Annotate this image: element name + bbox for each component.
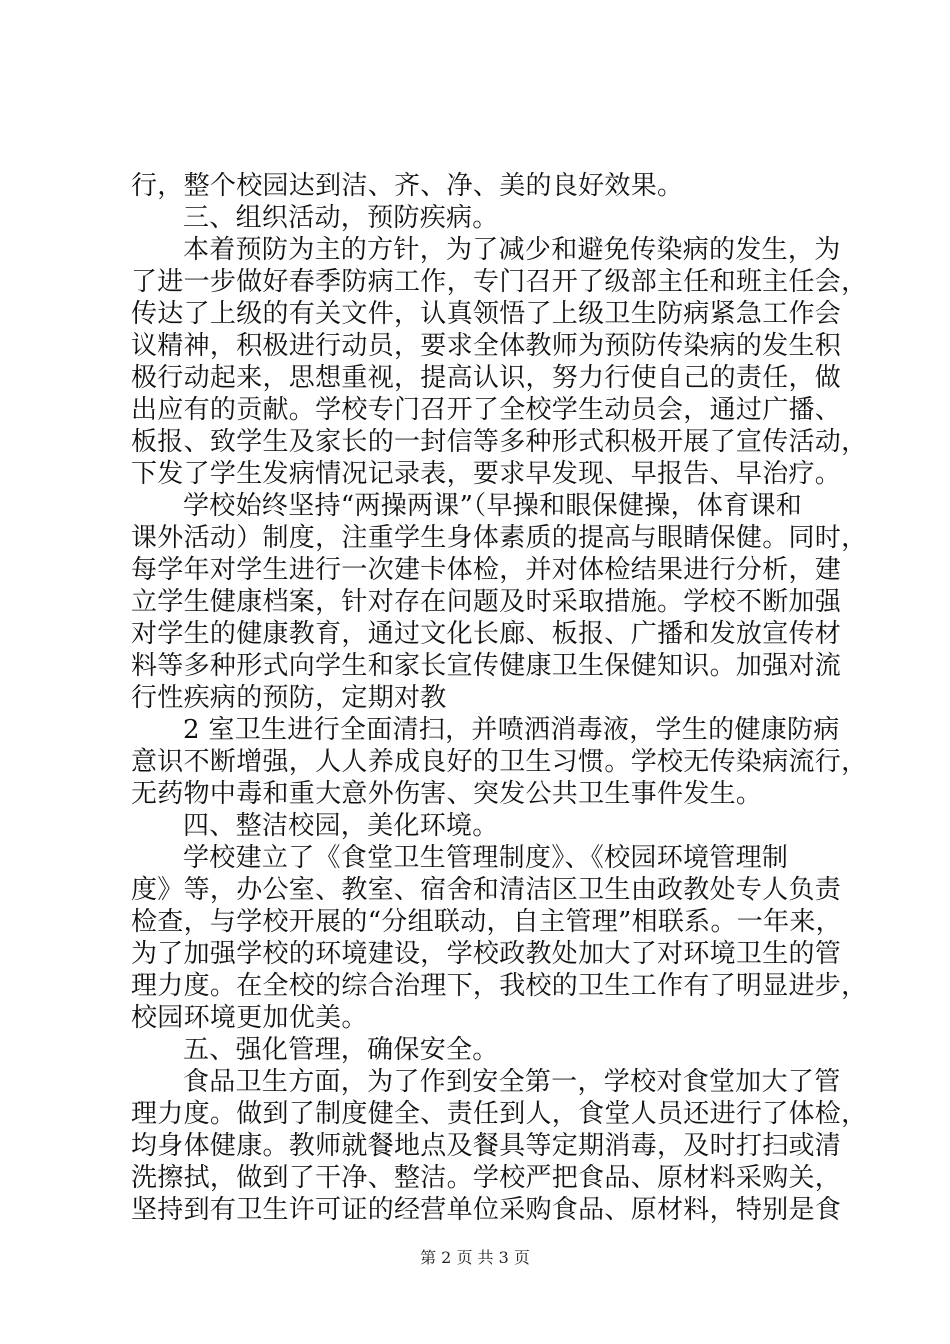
text-line: 为了加强学校的环境建设，学校政教处加大了对环境卫生的管 — [131, 939, 842, 969]
text-line: 行性疾病的预防，定期对教 — [131, 683, 447, 713]
text-line: 本着预防为主的方针，为了减少和避免传染病的发生，为 — [183, 235, 841, 265]
text-line: 课外活动）制度，注重学生身体素质的提高与眼睛保健。同时， — [131, 523, 868, 553]
text-line: 立学生健康档案，针对存在问题及时采取措施。学校不断加强 — [131, 587, 842, 617]
page-footer: 第 2 页 共 3 页 — [420, 1248, 530, 1267]
text-line: 校园环境更加优美。 — [131, 1003, 368, 1033]
text-line: 坚持到有卫生许可证的经营单位采购食品、原材料，特别是食 — [131, 1195, 842, 1225]
text-line: 学校建立了《食堂卫生管理制度》、《校园环境管理制 — [183, 843, 789, 873]
text-line: 2 室卫生进行全面清扫，并喷洒消毒液，学生的健康防病 — [183, 715, 840, 745]
text-line: 均身体健康。教师就餐地点及餐具等定期消毒，及时打扫或清 — [131, 1131, 842, 1161]
text-line: 理力度。在全校的综合治理下，我校的卫生工作有了明显进步， — [131, 971, 868, 1001]
document-body — [131, 170, 868, 1226]
text-line: 料等多种形式向学生和家长宣传健康卫生保健知识。加强对流 — [131, 651, 842, 681]
text-line: 极行动起来，思想重视，提高认识，努力行使自己的责任，做 — [131, 363, 842, 393]
text-line: 学校始终坚持“两操两课”（早操和眼保健操，体育课和 — [183, 491, 803, 521]
text-line: 传达了上级的有关文件，认真领悟了上级卫生防病紧急工作会 — [131, 299, 842, 329]
text-line: 对学生的健康教育，通过文化长廊、板报、广播和发放宣传材 — [131, 619, 842, 649]
text-line: 意识不断增强，人人养成良好的卫生习惯。学校无传染病流行， — [131, 747, 868, 777]
text-line: 了进一步做好春季防病工作，专门召开了级部主任和班主任会， — [131, 267, 868, 297]
text-line: 下发了学生发病情况记录表，要求早发现、早报告、早治疗。 — [131, 459, 842, 489]
text-line: 食品卫生方面，为了作到安全第一，学校对食堂加大了管 — [183, 1067, 841, 1097]
text-line: 出应有的贡献。学校专门召开了全校学生动员会，通过广播、 — [131, 395, 842, 425]
text-line: 度》等，办公室、教室、宿舍和清洁区卫生由政教处专人负责 — [131, 875, 842, 905]
text-line: 每学年对学生进行一次建卡体检，并对体检结果进行分析，建 — [131, 555, 842, 585]
text-line: 洗擦拭，做到了干净、整洁。学校严把食品、原材料采购关， — [131, 1163, 842, 1193]
text-line: 理力度。做到了制度健全、责任到人，食堂人员还进行了体检， — [131, 1099, 868, 1129]
text-line: 无药物中毒和重大意外伤害、突发公共卫生事件发生。 — [131, 779, 763, 809]
text-line: 四、整洁校园，美化环境。 — [183, 811, 499, 841]
text-line: 五、强化管理，确保安全。 — [183, 1035, 499, 1065]
text-line: 板报、致学生及家长的一封信等多种形式积极开展了宣传活动， — [131, 427, 868, 457]
text-line: 议精神，积极进行动员，要求全体教师为预防传染病的发生积 — [131, 331, 842, 361]
text-line: 三、组织活动，预防疾病。 — [183, 203, 499, 233]
text-line: 行，整个校园达到洁、齐、净、美的良好效果。 — [131, 171, 684, 201]
text-line: 检查，与学校开展的“分组联动，自主管理”相联系。一年来， — [131, 907, 842, 937]
